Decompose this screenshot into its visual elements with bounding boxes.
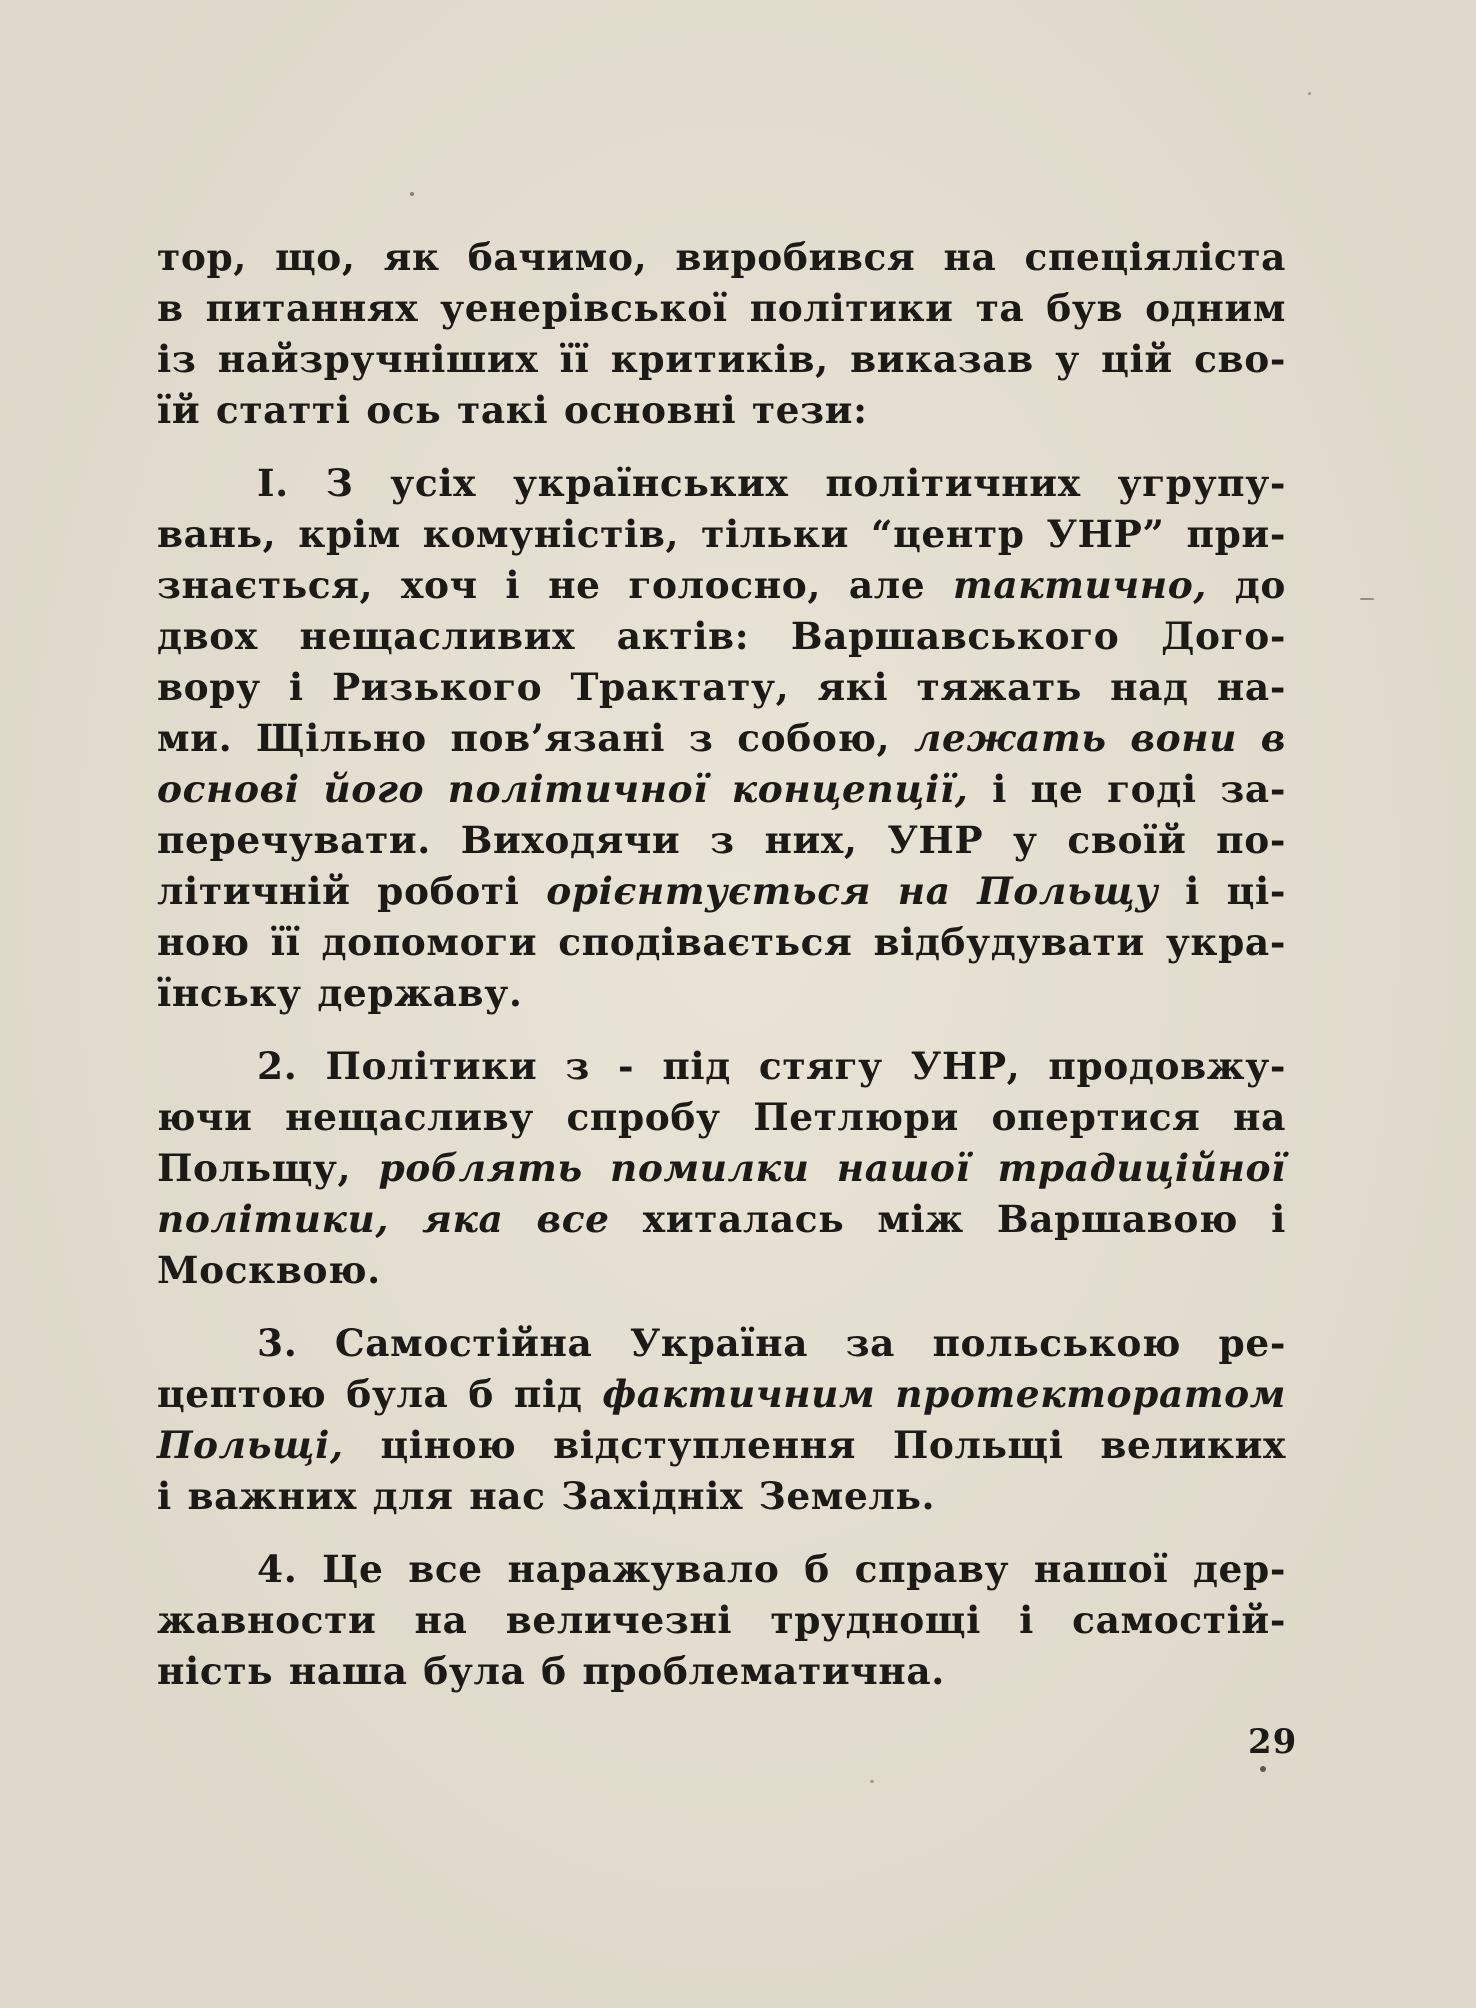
text-run: ність наша була б проблематична. <box>157 1649 945 1693</box>
text-line <box>157 1194 1286 1245</box>
text-run: до <box>1206 563 1286 607</box>
text-line <box>157 334 1286 385</box>
text-line <box>157 662 1286 713</box>
text-run: двох нещасливих актів: Варшавського Дого- <box>157 614 1286 658</box>
text-run: тор, що, як бачимо, виробився на спеціяліста <box>157 235 1286 279</box>
paragraph-thesis-1 <box>157 458 1286 1019</box>
text-run: вань, крім комуністів, тільки “центр УНР” при- <box>157 512 1286 556</box>
text-run: ціною відступлення Польщі великих <box>343 1423 1286 1467</box>
paragraph-gap <box>157 436 1286 458</box>
text-run: жавности на величезні труднощі і самостій- <box>157 1598 1286 1642</box>
italic-emphasis: роблять помилки нашої традиційної <box>378 1146 1287 1190</box>
text-run: знається, хоч і не голосно, але <box>157 563 954 607</box>
italic-emphasis: фактичним протекторатом <box>602 1372 1286 1416</box>
italic-emphasis: основі його політичної концепції, <box>157 767 969 811</box>
italic-emphasis: політики, яка все <box>157 1197 610 1241</box>
text-run: ми. Щільно пов’язані з собою, <box>157 716 914 760</box>
text-run: цептою була б під <box>157 1372 603 1416</box>
print-speck <box>1360 598 1374 600</box>
text-line <box>157 560 1286 611</box>
text-run: в питаннях уенерівської політики та був одним <box>157 286 1286 330</box>
paragraph-intro <box>157 232 1286 436</box>
text-run: їнську державу. <box>157 971 523 1015</box>
text-line <box>157 1041 1286 1092</box>
paragraph-thesis-3 <box>157 1318 1286 1522</box>
italic-emphasis: Польщі, <box>157 1423 344 1467</box>
text-line <box>157 917 1286 968</box>
page-body-text <box>157 232 1286 1697</box>
text-line <box>157 509 1286 560</box>
text-line <box>157 968 1286 1019</box>
text-line <box>157 232 1286 283</box>
text-line <box>157 458 1286 509</box>
text-run: хиталась між Варшавою і <box>609 1197 1286 1241</box>
text-run: і ці- <box>1158 869 1286 913</box>
text-run: і це годі за- <box>968 767 1286 811</box>
text-run: їй статті ось такі основні тези: <box>157 388 868 432</box>
text-run: ючи нещасливу спробу Петлюри опертися на <box>157 1095 1286 1139</box>
paragraph-gap <box>157 1296 1286 1318</box>
text-line <box>157 1143 1286 1194</box>
text-run: 2. Політики з - під стягу УНР, продовжу- <box>257 1044 1286 1088</box>
text-run: вору і Ризького Трактату, які тяжать над на- <box>157 665 1286 709</box>
text-line <box>157 764 1286 815</box>
text-line <box>157 1318 1286 1369</box>
text-line <box>157 611 1286 662</box>
paragraph-thesis-2 <box>157 1041 1286 1296</box>
paragraph-thesis-4 <box>157 1544 1286 1697</box>
text-line <box>157 1471 1286 1522</box>
paragraph-gap <box>157 1522 1286 1544</box>
text-run: 4. Це все наражувало б справу нашої дер- <box>257 1547 1286 1591</box>
text-line <box>157 283 1286 334</box>
italic-emphasis: тактично, <box>953 563 1207 607</box>
text-run: перечувати. Виходячи з них, УНР у своїй по- <box>157 818 1286 862</box>
text-run: 3. Самостійна Україна за польською ре- <box>257 1321 1286 1365</box>
text-line <box>157 1595 1286 1646</box>
print-speck <box>1260 1766 1266 1772</box>
italic-emphasis: лежать вони в <box>913 716 1287 760</box>
text-line <box>157 866 1286 917</box>
text-run: І. З усіх українських політичних угрупу- <box>257 461 1286 505</box>
text-line <box>157 1420 1286 1471</box>
text-run: Москвою. <box>157 1248 381 1292</box>
text-run: літичній роботі <box>157 869 547 913</box>
text-line <box>157 1245 1286 1296</box>
print-speck <box>870 1780 874 1783</box>
italic-emphasis: орієнтується на Польщу <box>546 869 1159 913</box>
text-line <box>157 385 1286 436</box>
text-run: із найзручніших її критиків, виказав у цій сво- <box>157 337 1286 381</box>
text-run: Польщу, <box>157 1146 379 1190</box>
text-line <box>157 1646 1286 1697</box>
text-run: і важних для нас Західніх Земель. <box>157 1474 936 1518</box>
page-number: 29 <box>1248 1722 1298 1762</box>
text-line <box>157 815 1286 866</box>
text-line <box>157 1369 1286 1420</box>
text-line <box>157 1092 1286 1143</box>
paragraph-gap <box>157 1019 1286 1041</box>
print-speck <box>1308 92 1311 95</box>
text-line <box>157 713 1286 764</box>
text-line <box>157 1544 1286 1595</box>
text-run: ною її допомоги сподівається відбудувати укра- <box>157 920 1286 964</box>
print-speck <box>410 192 414 196</box>
